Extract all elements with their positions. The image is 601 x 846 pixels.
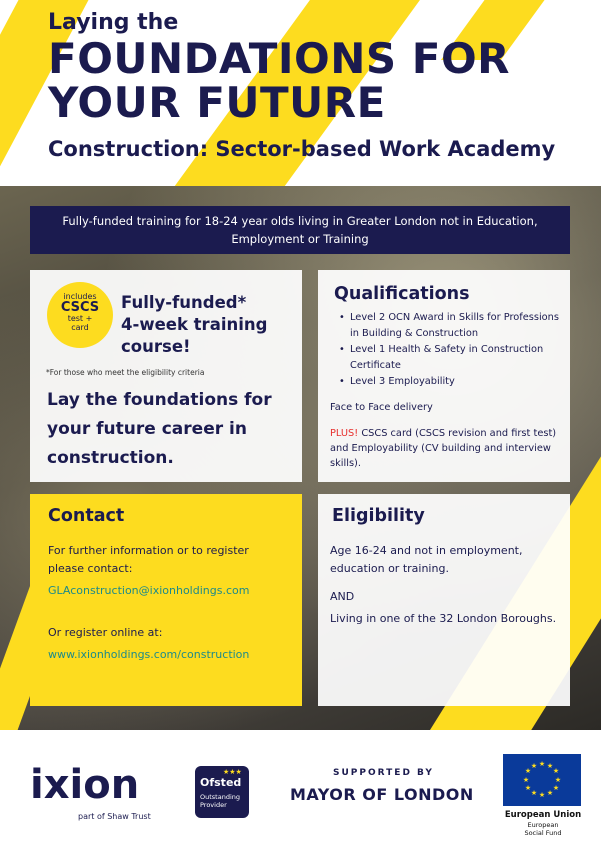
- qualifications-title: Qualifications: [334, 284, 470, 304]
- funding-body-line3: construction.: [47, 448, 174, 468]
- qualification-item: • Level 3 Employability: [332, 374, 568, 390]
- plus-label: PLUS!: [330, 428, 359, 439]
- main-title-line1: FOUNDATIONS FOR: [48, 34, 510, 83]
- badge-line2: CSCS: [60, 300, 100, 315]
- qualification-item: • Level 2 OCN Award in Skills for Professions in Building & Construction: [332, 310, 568, 342]
- svg-text:★: ★: [530, 762, 538, 770]
- funding-heading-line3: course!: [121, 337, 191, 356]
- intro-banner: [30, 206, 570, 254]
- badge-line3: test +: [67, 314, 93, 323]
- eligibility-line1: Age 16-24 and not in employment,: [330, 544, 523, 557]
- funding-heading-line2: 4-week training: [121, 315, 268, 334]
- svg-text:★: ★: [546, 762, 554, 770]
- eu-flag-icon: [503, 754, 581, 806]
- mayor-of-london-logo: MAYOR OF LONDON: [290, 785, 474, 804]
- funding-body: [47, 386, 297, 473]
- ofsted-logo: [195, 766, 249, 818]
- funding-body-line1: Lay the foundations for: [47, 390, 272, 410]
- ixion-tagline: part of Shaw Trust: [78, 812, 151, 821]
- ofsted-line2: Provider: [200, 801, 227, 809]
- eligibility-and: AND: [330, 590, 355, 603]
- svg-text:★: ★: [546, 789, 554, 797]
- plus-text: CSCS card (CSCS revision and first test) and Employability (CV building and interview skills).: [330, 428, 557, 469]
- svg-text:★: ★: [522, 776, 530, 784]
- eu-fund-line2: Social Fund: [524, 829, 562, 837]
- contact-title: Contact: [48, 506, 125, 526]
- svg-text:★: ★: [530, 789, 538, 797]
- svg-text:★: ★: [538, 760, 546, 768]
- register-url-link[interactable]: www.ixionholdings.com/construction: [48, 648, 250, 661]
- pre-title: Laying the: [48, 10, 179, 35]
- svg-text:★: ★: [554, 776, 562, 784]
- eligibility-line3: Living in one of the 32 London Boroughs.: [330, 612, 557, 625]
- ofsted-stars-icon: ★★★: [223, 768, 242, 776]
- banner-line1: Fully-funded training for 18-24 year olds living in Greater London not in Education,: [62, 214, 538, 228]
- eligibility-line2: education or training.: [330, 562, 449, 575]
- svg-text:★: ★: [538, 791, 546, 799]
- banner-line2: Employment or Training: [231, 232, 369, 246]
- ofsted-name: Ofsted: [200, 776, 242, 789]
- svg-text:★: ★: [524, 784, 532, 792]
- ofsted-line1: Outstanding: [200, 793, 240, 801]
- svg-text:★: ★: [552, 767, 560, 775]
- svg-text:★: ★: [552, 784, 560, 792]
- delivery-mode: Face to Face delivery: [330, 402, 433, 413]
- funding-heading: [121, 292, 291, 358]
- contact-email-link[interactable]: GLAconstruction@ixionholdings.com: [48, 584, 250, 597]
- qualifications-card: [318, 270, 570, 482]
- register-online-label: Or register online at:: [48, 626, 163, 639]
- cscs-badge: [47, 282, 113, 348]
- eu-fund-label: [500, 821, 586, 837]
- qualifications-list: [332, 310, 568, 390]
- eligibility-card: [318, 494, 570, 706]
- header-text: [48, 10, 555, 161]
- subtitle: Construction: Sector-based Work Academy: [48, 137, 556, 161]
- qualification-item: • Level 1 Health & Safety in Construction Certificate: [332, 342, 568, 374]
- ofsted-rating: [200, 793, 240, 809]
- ixion-logo: ixion: [30, 762, 140, 808]
- plus-extras: [330, 426, 562, 471]
- funding-heading-line1: Fully-funded*: [121, 293, 247, 312]
- badge-line4: card: [71, 323, 89, 332]
- eu-name: European Union: [504, 810, 582, 820]
- supported-by-label: SUPPORTED BY: [333, 768, 434, 778]
- header: [0, 0, 601, 186]
- footer: [0, 730, 601, 846]
- funding-footnote: *For those who meet the eligibility criteria: [46, 368, 205, 377]
- funding-body-line2: your future career in: [47, 419, 247, 439]
- contact-card: [30, 494, 302, 706]
- contact-line2: please contact:: [48, 562, 133, 575]
- badge-line1: includes: [63, 292, 97, 301]
- main-title-line2: YOUR FUTURE: [48, 78, 386, 127]
- photo-section: [0, 186, 601, 730]
- svg-text:★: ★: [524, 767, 532, 775]
- contact-line1: For further information or to register: [48, 544, 249, 557]
- eligibility-title: Eligibility: [332, 506, 425, 526]
- eu-fund-line1: European: [527, 821, 559, 829]
- funding-card: [30, 270, 302, 482]
